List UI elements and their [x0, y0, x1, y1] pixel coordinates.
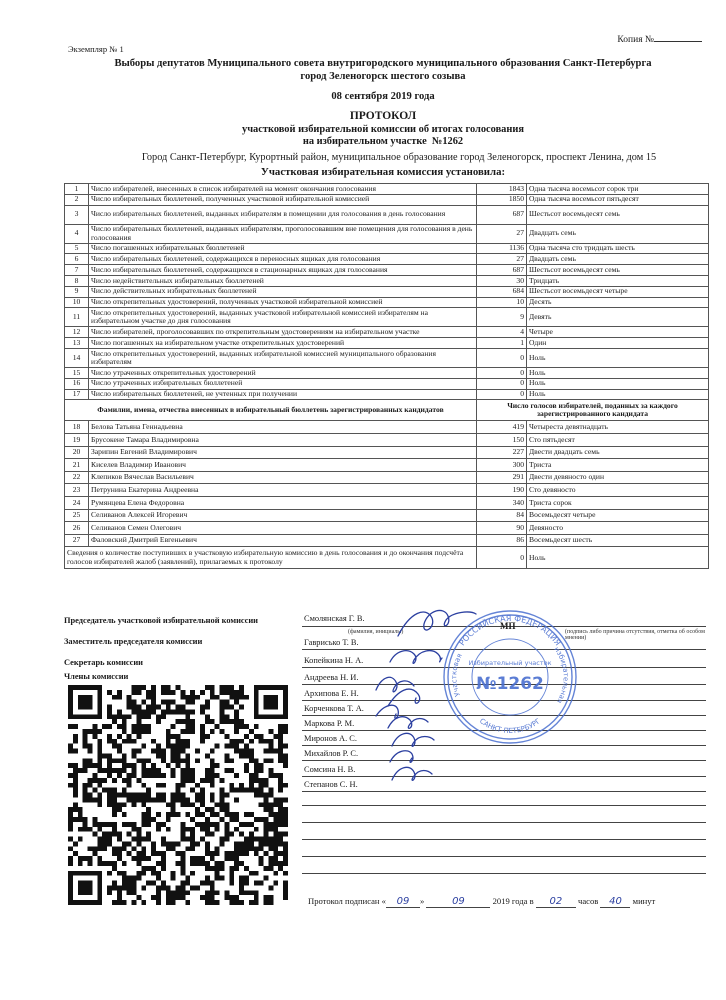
svg-text:Участковая	[450, 652, 464, 697]
line-number: 6	[65, 254, 89, 265]
deputy-label: Заместитель председателя комиссии	[64, 637, 203, 646]
member-name: Маркова Р. М.	[304, 719, 355, 728]
member-signature-line	[302, 760, 706, 761]
election-title-line1: Выборы депутатов Муниципального совета внутригородского муниципального образования Санкт-Петербурга	[114, 58, 652, 69]
result-line	[65, 297, 709, 308]
result-line	[65, 286, 709, 297]
candidate-votes-words: Восемьдесят шесть	[527, 534, 709, 547]
blank-signature-line	[302, 805, 706, 806]
member-signature-line	[302, 791, 706, 792]
candidate-name: Селиванов Алексей Игоревич	[89, 509, 477, 522]
candidate-line	[65, 534, 709, 547]
candidate-number: 19	[65, 433, 89, 446]
line-value: 10	[477, 297, 527, 308]
candidate-number: 21	[65, 459, 89, 472]
candidate-line	[65, 433, 709, 446]
candidate-line	[65, 471, 709, 484]
secretary-name: Копейкина Н. А.	[304, 656, 364, 665]
line-value: 0	[477, 389, 527, 400]
line-number: 16	[65, 378, 89, 389]
member-name: Степанов С. Н.	[304, 780, 358, 789]
line-label: Число утраченных открепительных удостоверений	[89, 367, 477, 378]
protocol-subtitle-line2: на избирательном участке	[302, 136, 427, 147]
candidate-votes: 86	[477, 534, 527, 547]
signed-prefix: Протокол подписан «	[308, 896, 386, 906]
stamp-left-text: Участковая	[450, 652, 464, 698]
line-number: 12	[65, 327, 89, 338]
result-line	[65, 389, 709, 400]
line-value-words: Двадцать семь	[527, 254, 709, 265]
complaints-section	[65, 547, 709, 569]
result-line	[65, 243, 709, 254]
stamp-number: №1262	[476, 674, 544, 694]
complaints-value: 0	[477, 547, 527, 569]
line-value-words: Девять	[527, 308, 709, 327]
line-value: 0	[477, 367, 527, 378]
line-value: 684	[477, 286, 527, 297]
result-line	[65, 194, 709, 205]
svg-text:САНКТ-ПЕТЕРБУРГ	[478, 717, 542, 735]
line-number: 2	[65, 194, 89, 205]
candidate-votes-words: Девяносто	[527, 522, 709, 535]
result-line	[65, 367, 709, 378]
line-value-words: Шестьсот восемьдесят семь	[527, 205, 709, 224]
member-signature	[388, 689, 420, 706]
line-value-words: Шестьсот восемьдесят четыре	[527, 286, 709, 297]
candidate-votes: 150	[477, 433, 527, 446]
blank-signature-line	[302, 873, 706, 874]
candidate-votes: 300	[477, 459, 527, 472]
stamp-bottom-text: САНКТ-ПЕТЕРБУРГ	[477, 717, 543, 736]
result-line	[65, 327, 709, 338]
stamp-right-text: избирательная	[552, 645, 570, 705]
line-value-words: Четыре	[527, 327, 709, 338]
member-name: Сомсина Н. В.	[304, 765, 356, 774]
candidate-name: Белова Татьяна Геннадьевна	[89, 421, 477, 434]
results-table	[64, 183, 709, 569]
candidate-line	[65, 459, 709, 472]
results-lines	[65, 184, 709, 400]
candidate-votes-words: Четыреста девятнадцать	[527, 421, 709, 434]
chair-label: Председатель участковой избирательной комиссии	[64, 616, 258, 625]
candidate-number: 27	[65, 534, 89, 547]
candidate-line	[65, 496, 709, 509]
result-line	[65, 275, 709, 286]
blank-signature-line	[302, 856, 706, 857]
line-value-words: Одна тысяча восемьсот сорок три	[527, 184, 709, 195]
line-number: 3	[65, 205, 89, 224]
candidates-header-right: Число голосов избирателей, поданных за каждого зарегистрированного кандидата	[477, 400, 709, 421]
line-value: 1	[477, 338, 527, 349]
election-title	[60, 58, 706, 83]
result-line	[65, 265, 709, 276]
line-number: 7	[65, 265, 89, 276]
candidate-line	[65, 421, 709, 434]
candidates-header	[65, 400, 709, 421]
candidate-votes-words: Сто девяносто	[527, 484, 709, 497]
signed-minute: 40	[600, 896, 630, 908]
candidate-votes: 190	[477, 484, 527, 497]
member-signature	[376, 705, 398, 718]
line-label: Число избирательных бюллетеней, выданных избирателям в помещении для голосования в день голосования	[89, 205, 477, 224]
candidate-number: 20	[65, 446, 89, 459]
result-line	[65, 205, 709, 224]
candidate-votes-words: Триста	[527, 459, 709, 472]
signed-quote: »	[419, 896, 425, 906]
line-value: 27	[477, 224, 527, 243]
line-number: 5	[65, 243, 89, 254]
member-name: Михайлов Р. С.	[304, 749, 359, 758]
line-label: Число избирателей, внесенных в список избирателей на момент окончания голосования	[89, 184, 477, 195]
line-value: 1843	[477, 184, 527, 195]
line-value: 687	[477, 205, 527, 224]
line-label: Число избирательных бюллетеней, содержащихся в стационарных ящиках для голосования	[89, 265, 477, 276]
candidate-name: Клепиков Вячеслав Васильевич	[89, 471, 477, 484]
member-signature	[388, 717, 428, 729]
candidate-number: 22	[65, 471, 89, 484]
line-value-words: Ноль	[527, 367, 709, 378]
copy-label: Копия №	[617, 35, 654, 45]
member-name: Андреева Н. И.	[304, 673, 359, 682]
signed-hour: 02	[536, 896, 576, 908]
result-line	[65, 348, 709, 367]
seal-place-label: МП	[500, 621, 516, 631]
candidate-line	[65, 522, 709, 535]
candidate-line	[65, 484, 709, 497]
candidate-name: Киселев Владимир Иванович	[89, 459, 477, 472]
copy-number-blank	[654, 32, 702, 42]
line-label: Число избирательных бюллетеней, содержащихся в переносных ящиках для голосования	[89, 254, 477, 265]
line-number: 10	[65, 297, 89, 308]
line-number: 8	[65, 275, 89, 286]
line-number: 9	[65, 286, 89, 297]
blank-signature-line	[302, 822, 706, 823]
note-signature-reason: (подпись либо причина отсутствия, отметка об особом мнении)	[565, 629, 705, 641]
candidate-number: 18	[65, 421, 89, 434]
protocol-subtitle	[60, 124, 706, 148]
minutes-word: минут	[632, 896, 656, 906]
candidate-name: Селиванов Семен Олегович	[89, 522, 477, 535]
line-value-words: Ноль	[527, 378, 709, 389]
election-title-line2: город Зеленогорск шестого созыва	[300, 70, 466, 82]
deputy-name: Гаврисько Т. В.	[304, 638, 359, 647]
candidate-line	[65, 509, 709, 522]
candidate-votes-words: Восемьдесят четыре	[527, 509, 709, 522]
precinct-number: №1262	[431, 136, 464, 147]
line-value: 27	[477, 254, 527, 265]
note-surname-initials: (фамилия, инициалы)	[348, 629, 404, 635]
line-number: 11	[65, 308, 89, 327]
stamp-top-text: РОССИЙСКАЯ ФЕДЕРАЦИЯ	[457, 613, 563, 648]
member-name: Миронов А. С.	[304, 734, 357, 743]
candidate-votes: 84	[477, 509, 527, 522]
member-name: Корченкова Т. А.	[304, 704, 364, 713]
candidate-votes: 291	[477, 471, 527, 484]
line-label: Число действительных избирательных бюллетеней	[89, 286, 477, 297]
candidate-line	[65, 446, 709, 459]
line-number: 17	[65, 389, 89, 400]
line-label: Число открепительных удостоверений, выданных участковой избирательной комиссией избирателям на избирательном участке до дня голосования	[89, 308, 477, 327]
candidate-votes: 340	[477, 496, 527, 509]
candidate-number: 23	[65, 484, 89, 497]
secretary-label: Секретарь комиссии	[64, 658, 144, 667]
stamp-inner-text: Избирательный участок	[468, 659, 552, 667]
copy-number-field	[617, 32, 702, 45]
qr-code	[68, 683, 288, 907]
candidate-name: Петрунина Екатерина Андреевна	[89, 484, 477, 497]
signed-year: 2019 года в	[492, 896, 534, 906]
line-value-words: Ноль	[527, 348, 709, 367]
members-label: Члены комиссии	[64, 672, 129, 681]
complaints-words: Ноль	[527, 547, 709, 569]
candidate-votes-words: Двести двадцать семь	[527, 446, 709, 459]
precinct-stamp	[440, 607, 580, 747]
line-value-words: Десять	[527, 297, 709, 308]
line-number: 1	[65, 184, 89, 195]
complaints-label: Сведения о количестве поступивших в участковую избирательную комиссию в день голосования и до окончания подсчёта голосов избирателей жалоб (заявлений), прилагаемых к протоколу	[65, 547, 477, 569]
candidates-lines	[65, 421, 709, 547]
candidate-votes-words: Сто пятьдесят	[527, 433, 709, 446]
line-label: Число открепительных удостоверений, полученных участковой избирательной комиссией	[89, 297, 477, 308]
protocol-heading: ПРОТОКОЛ	[349, 110, 417, 122]
secretary-signature	[390, 651, 442, 664]
chair-name: Смолянская Г. В.	[304, 614, 365, 623]
hours-word: часов	[578, 896, 599, 906]
member-signature-line	[302, 776, 706, 777]
svg-text:РОССИЙСКАЯ ФЕДЕРАЦИЯ	[458, 614, 563, 647]
line-value: 30	[477, 275, 527, 286]
line-label: Число погашенных избирательных бюллетеней	[89, 243, 477, 254]
commission-established: Участковая избирательная комиссия установила:	[260, 166, 506, 178]
line-number: 4	[65, 224, 89, 243]
line-label: Число избирательных бюллетеней, выданных избирателям, проголосовавшим вне помещения для голосования в день голосования	[89, 224, 477, 243]
line-label: Число открепительных удостоверений, выданных избирательной комиссией муниципального образования избирателям	[89, 348, 477, 367]
candidate-number: 26	[65, 522, 89, 535]
candidate-votes-words: Двести девяносто один	[527, 471, 709, 484]
signing-datetime	[308, 896, 655, 908]
result-line	[65, 184, 709, 195]
line-value-words: Двадцать семь	[527, 224, 709, 243]
candidate-name: Фаловский Дмитрий Евгеньевич	[89, 534, 477, 547]
line-value: 0	[477, 378, 527, 389]
exemplar-label: Экземпляр № 1	[68, 44, 124, 54]
line-value: 1850	[477, 194, 527, 205]
candidate-number: 25	[65, 509, 89, 522]
member-signature	[392, 767, 432, 780]
line-value-words: Шестьсот восемьдесят семь	[527, 265, 709, 276]
result-line	[65, 378, 709, 389]
line-number: 13	[65, 338, 89, 349]
line-label: Число избирательных бюллетеней, полученных участковой избирательной комиссией	[89, 194, 477, 205]
line-label: Число избирателей, проголосовавших по открепительным удостоверениям на избирательном участке	[89, 327, 477, 338]
line-label: Число утраченных избирательных бюллетеней	[89, 378, 477, 389]
precinct-address: Город Санкт-Петербург, Курортный район, муниципальное образование город Зеленогорск, проспект Ленина, дом 15	[141, 152, 657, 163]
candidate-name: Брусокене Тамара Владимировна	[89, 433, 477, 446]
line-value-words: Ноль	[527, 389, 709, 400]
line-number: 15	[65, 367, 89, 378]
line-value-words: Одна тысяча восемьсот пятьдесят	[527, 194, 709, 205]
result-line	[65, 254, 709, 265]
candidate-votes-words: Триста сорок	[527, 496, 709, 509]
candidate-votes: 90	[477, 522, 527, 535]
result-line	[65, 224, 709, 243]
line-value-words: Тридцать	[527, 275, 709, 286]
blank-signature-line	[302, 839, 706, 840]
candidate-number: 24	[65, 496, 89, 509]
result-line	[65, 308, 709, 327]
signed-month: 09	[426, 896, 490, 908]
result-line	[65, 338, 709, 349]
line-label: Число погашенных на избирательном участке открепительных удостоверений	[89, 338, 477, 349]
candidate-name: Румянцева Елена Федоровна	[89, 496, 477, 509]
member-name: Архипова Е. Н.	[304, 689, 359, 698]
line-value: 0	[477, 348, 527, 367]
line-value-words: Один	[527, 338, 709, 349]
line-label: Число недействительных избирательных бюллетеней	[89, 275, 477, 286]
line-value: 4	[477, 327, 527, 338]
protocol-subtitle-line1: участковой избирательной комиссии об итогах голосования	[242, 124, 524, 135]
candidates-header-left: Фамилии, имена, отчества внесенных в избирательный бюллетень зарегистрированных кандидатов	[65, 400, 477, 421]
candidate-name: Зарипин Евгений Владимирович	[89, 446, 477, 459]
line-value: 687	[477, 265, 527, 276]
line-value: 9	[477, 308, 527, 327]
line-number: 14	[65, 348, 89, 367]
election-date: 08 сентября 2019 года	[331, 91, 435, 102]
candidate-votes: 419	[477, 421, 527, 434]
candidate-votes: 227	[477, 446, 527, 459]
line-value-words: Одна тысяча сто тридцать шесть	[527, 243, 709, 254]
signed-day: 09	[386, 896, 420, 908]
line-value: 1136	[477, 243, 527, 254]
line-label: Число избирательных бюллетеней, не учтенных при получении	[89, 389, 477, 400]
